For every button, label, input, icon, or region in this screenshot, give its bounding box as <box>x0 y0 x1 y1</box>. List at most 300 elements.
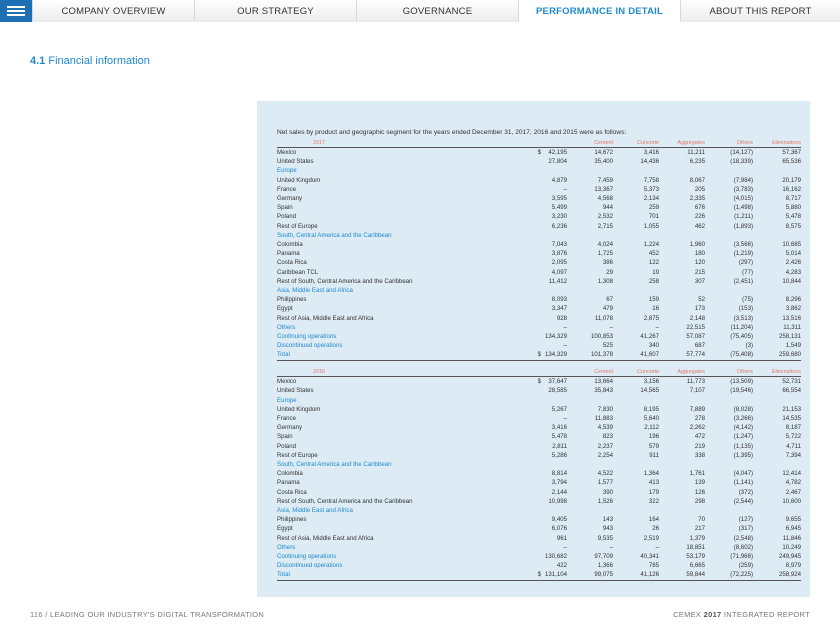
value-cell: 8,187 <box>785 424 801 432</box>
value-cell: (77) <box>742 268 753 276</box>
currency-symbol <box>523 332 543 341</box>
empty-cell <box>567 396 613 405</box>
value-cell: 3,595 <box>551 195 567 203</box>
row-label: United States <box>277 158 314 166</box>
value-cell: 278 <box>694 414 705 422</box>
empty-cell <box>659 460 705 469</box>
row-label: Rest of South, Central America and the Caribbean <box>277 497 413 505</box>
total-row <box>277 350 801 360</box>
value-cell: 2,467 <box>785 488 801 496</box>
year-label: 2017 <box>277 139 543 148</box>
table-row <box>277 543 801 552</box>
table-header-row <box>277 368 801 377</box>
value-cell: 8,717 <box>785 195 801 203</box>
row-label: Philippines <box>277 516 307 524</box>
value-cell: 40,341 <box>640 553 659 561</box>
value-cell: 823 <box>602 433 613 441</box>
empty-cell <box>543 166 567 175</box>
value-cell: 59,844 <box>659 570 705 580</box>
table-row <box>277 386 801 395</box>
currency-symbol <box>523 240 543 249</box>
value-cell: 1,364 <box>643 470 659 478</box>
empty-cell <box>753 460 801 469</box>
empty-cell <box>705 166 753 175</box>
spacer-cell <box>277 360 801 368</box>
value-cell: 179 <box>648 488 659 496</box>
empty-cell <box>705 460 753 469</box>
value-cell: 37,647 <box>548 378 567 386</box>
table-row <box>277 295 801 304</box>
footer-separator: / <box>45 610 48 619</box>
value-cell: 2,095 <box>551 259 567 267</box>
value-cell: 2,134 <box>643 195 659 203</box>
currency-symbol <box>523 478 543 487</box>
column-header: Cement <box>567 368 613 377</box>
value-cell: 131,104 <box>544 571 567 579</box>
value-cell: (297) <box>738 259 753 267</box>
value-cell: 7,830 <box>597 405 613 413</box>
column-header: Aggregates <box>659 368 705 377</box>
value-cell: 1,379 <box>689 534 705 542</box>
row-label: Germany <box>277 195 303 203</box>
value-cell: 5,499 <box>551 204 567 212</box>
currency-symbol <box>523 212 543 221</box>
value-cell: 41,267 <box>640 333 659 341</box>
value-cell: 8,067 <box>689 176 705 184</box>
value-cell: 911 <box>649 451 659 459</box>
value-cell: 6,665 <box>689 562 705 570</box>
value-cell: 16,162 <box>782 185 801 193</box>
value-cell: 196 <box>648 433 659 441</box>
table-row <box>277 277 801 286</box>
currency-symbol <box>523 515 543 524</box>
currency-symbol: $ <box>523 570 543 580</box>
value-cell: (1,141) <box>733 479 753 487</box>
table-row <box>277 478 801 487</box>
value-cell: 3,156 <box>643 378 659 386</box>
value-cell: (1,395) <box>733 451 753 459</box>
value-cell: 479 <box>602 305 613 313</box>
value-cell: 5,014 <box>785 250 801 258</box>
currency-symbol <box>523 423 543 432</box>
currency-symbol <box>523 442 543 451</box>
empty-cell <box>705 286 753 295</box>
value-cell: 4,879 <box>551 176 567 184</box>
currency-symbol <box>523 185 543 194</box>
table-row <box>277 222 801 231</box>
table-row <box>277 240 801 249</box>
value-cell: 462 <box>694 222 705 230</box>
value-cell: 1,577 <box>597 479 613 487</box>
row-label: United States <box>277 387 314 395</box>
empty-cell <box>523 166 543 175</box>
value-cell: 134,329 <box>544 351 567 359</box>
value-cell: 173 <box>694 305 705 313</box>
row-label: Others <box>277 543 296 551</box>
value-cell: 3,347 <box>551 305 567 313</box>
table-row <box>277 442 801 451</box>
region-heading-row <box>277 166 801 175</box>
year-label: 2016 <box>277 368 543 377</box>
section-title-text: Financial information <box>48 55 150 67</box>
row-label: United Kingdom <box>277 176 321 184</box>
value-cell: 11,211 <box>687 149 705 156</box>
table-row <box>277 185 801 194</box>
currency-symbol <box>523 203 543 212</box>
value-cell: 676 <box>694 204 705 212</box>
row-label: Poland <box>277 213 296 221</box>
value-cell: 52 <box>698 296 705 304</box>
value-cell: 386 <box>602 259 613 267</box>
currency-symbol <box>523 258 543 267</box>
value-cell: 99,075 <box>567 570 613 580</box>
value-cell: – <box>563 323 567 331</box>
value-cell: 6,945 <box>785 525 801 533</box>
empty-cell <box>705 231 753 240</box>
value-cell: 11,846 <box>782 534 801 542</box>
value-cell: (75) <box>742 296 753 304</box>
value-cell: (4,047) <box>733 470 753 478</box>
empty-cell <box>613 396 659 405</box>
value-cell: 2,237 <box>597 442 613 450</box>
value-cell: (259) <box>738 562 753 570</box>
value-cell: 10,998 <box>548 497 567 505</box>
value-cell: 5,373 <box>643 185 659 193</box>
empty-cell <box>543 396 567 405</box>
row-label: Total <box>277 570 523 580</box>
value-cell: 5,286 <box>551 451 567 459</box>
value-cell: 14,535 <box>782 414 801 422</box>
value-cell: 4,782 <box>785 479 801 487</box>
empty-cell <box>567 286 613 295</box>
header-gap <box>543 139 567 148</box>
value-cell: 41,607 <box>613 350 659 360</box>
value-cell: 298 <box>694 497 705 505</box>
empty-cell <box>567 231 613 240</box>
value-cell: 322 <box>648 497 659 505</box>
footer-right <box>673 610 810 619</box>
currency-symbol <box>523 268 543 277</box>
row-label: Egypt <box>277 525 293 533</box>
value-cell: 35,400 <box>594 158 613 166</box>
value-cell: 97,709 <box>594 553 613 561</box>
value-cell: 3,876 <box>551 250 567 258</box>
value-cell: 10,685 <box>782 241 801 249</box>
value-cell: 9,535 <box>597 534 613 542</box>
value-cell: 4,711 <box>786 442 801 450</box>
empty-cell <box>659 166 705 175</box>
value-cell: (127) <box>738 516 753 524</box>
empty-cell <box>613 460 659 469</box>
table-row <box>277 469 801 478</box>
region-heading-row <box>277 286 801 295</box>
value-cell: 70 <box>698 516 705 524</box>
currency-symbol <box>523 543 543 552</box>
value-cell: (8,602) <box>733 543 753 551</box>
value-cell: 1,366 <box>597 562 613 570</box>
currency-symbol <box>523 534 543 543</box>
value-cell: 42,195 <box>548 149 567 156</box>
value-cell: 4,283 <box>785 268 801 276</box>
empty-cell <box>613 286 659 295</box>
column-header: Others <box>705 368 753 377</box>
empty-cell <box>613 231 659 240</box>
currency-symbol <box>523 314 543 323</box>
currency-symbol <box>523 469 543 478</box>
hamburger-menu-icon[interactable] <box>0 0 32 22</box>
row-label: Continuing operations <box>277 553 337 561</box>
currency-symbol <box>523 497 543 506</box>
tab-company-overview[interactable]: COMPANY OVERVIEW <box>32 0 194 22</box>
value-cell: 259,680 <box>753 350 801 360</box>
value-cell: 29 <box>606 268 613 276</box>
currency-symbol <box>523 176 543 185</box>
value-cell: 2,148 <box>689 314 705 322</box>
table-row <box>277 249 801 258</box>
value-cell: 139 <box>694 479 705 487</box>
row-label: Total <box>277 350 523 360</box>
row-label: Europe <box>277 167 297 175</box>
row-label: Philippines <box>277 296 307 304</box>
value-cell: 22,515 <box>686 323 705 331</box>
value-cell: (4,142) <box>733 424 753 432</box>
value-cell: (3,566) <box>733 241 753 249</box>
tab-performance-in-detail[interactable]: PERFORMANCE IN DETAIL <box>518 0 680 22</box>
value-cell: 1,960 <box>689 241 705 249</box>
row-label: France <box>277 414 296 422</box>
value-cell: – <box>563 543 567 551</box>
value-cell: 6,236 <box>551 222 567 230</box>
row-label: Panama <box>277 250 300 258</box>
table-intro: Net sales by product and geographic segment for the years ended December 31, 2017, 2016 and 2015 were as follows: <box>277 129 627 136</box>
value-cell: 4,568 <box>597 195 613 203</box>
value-cell: 11,078 <box>594 314 613 322</box>
total-row <box>277 570 801 580</box>
table-row <box>277 314 801 323</box>
row-label: South, Central America and the Caribbean <box>277 231 392 239</box>
currency-symbol <box>523 386 543 395</box>
table-row <box>277 423 801 432</box>
value-cell: (2,548) <box>733 534 753 542</box>
value-cell: 928 <box>556 314 567 322</box>
value-cell: 28,585 <box>548 387 567 395</box>
value-cell: 3,230 <box>551 213 567 221</box>
column-header: Eliminations <box>753 139 801 148</box>
row-label: Mexico <box>277 149 297 156</box>
currency-symbol <box>523 323 543 332</box>
currency-symbol <box>523 432 543 441</box>
value-cell: 11,773 <box>686 378 705 386</box>
value-cell: 18,851 <box>686 543 705 551</box>
value-cell: (14,127) <box>730 149 753 156</box>
value-cell: 21,153 <box>782 405 801 413</box>
net-sales-table <box>277 139 801 581</box>
value-cell: 258 <box>648 277 659 285</box>
value-cell: 65,536 <box>782 158 801 166</box>
empty-cell <box>543 286 567 295</box>
value-cell: 8,814 <box>551 470 567 478</box>
value-cell: (317) <box>738 525 753 533</box>
section-number: 4.1 <box>30 55 46 67</box>
value-cell: (153) <box>738 305 753 313</box>
value-cell: 1,224 <box>643 241 659 249</box>
value-cell: 16 <box>652 305 659 313</box>
value-cell: 130,682 <box>544 553 567 561</box>
value-cell: 8,195 <box>643 405 659 413</box>
value-cell: 9,405 <box>551 516 567 524</box>
value-cell: 687 <box>694 342 705 350</box>
currency-symbol <box>523 524 543 533</box>
footer-left-text: LEADING OUR INDUSTRY'S DIGITAL TRANSFORMATION <box>50 610 265 619</box>
value-cell: 1,055 <box>643 222 659 230</box>
currency-symbol <box>523 222 543 231</box>
value-cell: 3,416 <box>551 424 567 432</box>
value-cell: 2,875 <box>643 314 659 322</box>
value-cell: 215 <box>694 268 705 276</box>
row-label: Discontinued operations <box>277 562 343 570</box>
tab-our-strategy[interactable]: OUR STRATEGY <box>194 0 356 22</box>
value-cell: (19,546) <box>730 387 753 395</box>
row-label: Egypt <box>277 305 293 313</box>
row-label: Mexico <box>277 378 297 386</box>
menu-line <box>7 10 25 12</box>
value-cell: 159 <box>648 296 659 304</box>
empty-cell <box>523 231 543 240</box>
column-header: Concrete <box>613 139 659 148</box>
table-row <box>277 414 801 423</box>
value-cell: 11,311 <box>783 323 801 331</box>
currency-symbol: $ <box>537 378 541 386</box>
value-cell: (8,028) <box>733 405 753 413</box>
value-cell: 1,549 <box>785 342 801 350</box>
table-row <box>277 451 801 460</box>
row-label: Rest of South, Central America and the Caribbean <box>277 277 413 285</box>
tab-governance[interactable]: GOVERNANCE <box>356 0 518 22</box>
value-cell: 66,554 <box>782 387 801 395</box>
value-cell: 2,811 <box>552 442 567 450</box>
value-cell: 3,794 <box>551 479 567 487</box>
region-heading-row <box>277 396 801 405</box>
value-cell: 5,478 <box>551 433 567 441</box>
empty-cell <box>753 166 801 175</box>
tab-about-this-report[interactable]: ABOUT THIS REPORT <box>680 0 840 22</box>
value-cell: (2,544) <box>733 497 753 505</box>
value-cell: 52,731 <box>782 378 801 386</box>
value-cell: (1,893) <box>733 222 753 230</box>
menu-line <box>7 14 25 16</box>
currency-symbol <box>523 194 543 203</box>
currency-symbol <box>523 277 543 286</box>
value-cell: 8,575 <box>785 222 801 230</box>
column-header: Aggregates <box>659 139 705 148</box>
value-cell: 6,235 <box>689 158 705 166</box>
region-heading-row <box>277 231 801 240</box>
value-cell: 338 <box>694 451 705 459</box>
value-cell: 7,459 <box>597 176 613 184</box>
value-cell: 8,296 <box>785 296 801 304</box>
value-cell: 26 <box>652 525 659 533</box>
value-cell: 11,883 <box>594 414 613 422</box>
value-cell: 13,664 <box>594 378 613 386</box>
value-cell: 27,804 <box>548 158 567 166</box>
value-cell: 5,478 <box>785 213 801 221</box>
value-cell: 1,526 <box>597 497 613 505</box>
value-cell: 1,761 <box>689 470 705 478</box>
top-navigation <box>0 0 840 22</box>
value-cell: 13,516 <box>782 314 801 322</box>
row-label: Germany <box>277 424 303 432</box>
value-cell: 57,367 <box>782 149 801 156</box>
value-cell: – <box>563 342 567 350</box>
table-row <box>277 258 801 267</box>
table-row <box>277 203 801 212</box>
header-gap <box>543 368 567 377</box>
value-cell: (72,225) <box>705 570 753 580</box>
empty-cell <box>543 231 567 240</box>
row-label: Rest of Europe <box>277 451 318 459</box>
value-cell: 1,308 <box>597 277 613 285</box>
value-cell: 701 <box>648 213 659 221</box>
value-cell: 67 <box>606 296 613 304</box>
value-cell: 4,024 <box>597 241 613 249</box>
value-cell: 101,378 <box>567 350 613 360</box>
empty-cell <box>659 231 705 240</box>
row-label: Rest of Europe <box>277 222 318 230</box>
value-cell: 8,093 <box>551 296 567 304</box>
currency-symbol <box>523 249 543 258</box>
value-cell: (1,211) <box>734 213 753 221</box>
value-cell: 785 <box>648 562 659 570</box>
page-number: 116 <box>30 610 43 619</box>
value-cell: 10,249 <box>782 543 801 551</box>
value-cell: 3,416 <box>643 149 659 156</box>
value-cell: (1,135) <box>733 442 753 450</box>
value-cell: 944 <box>602 204 613 212</box>
value-cell: 5,267 <box>551 405 567 413</box>
value-cell: 258,924 <box>753 570 801 580</box>
value-cell: 11,412 <box>548 277 567 285</box>
value-cell: – <box>655 323 659 331</box>
value-cell: 422 <box>556 562 567 570</box>
value-cell: 7,043 <box>551 241 567 249</box>
value-cell: 20,179 <box>782 176 801 184</box>
value-cell: 4,539 <box>597 424 613 432</box>
column-header: Eliminations <box>753 368 801 377</box>
empty-cell <box>523 460 543 469</box>
empty-cell <box>567 506 613 515</box>
currency-symbol: $ <box>537 149 541 156</box>
value-cell: (1,219) <box>733 250 753 258</box>
value-cell: 961 <box>556 534 567 542</box>
value-cell: 390 <box>602 488 613 496</box>
empty-cell <box>705 506 753 515</box>
value-cell: (75,405) <box>730 333 753 341</box>
value-cell: 2,112 <box>644 424 659 432</box>
value-cell: 57,087 <box>686 333 705 341</box>
value-cell: 143 <box>602 516 613 524</box>
table-row <box>277 323 801 332</box>
row-label: Discontinued operations <box>277 342 343 350</box>
value-cell: (11,204) <box>730 323 753 331</box>
table-row <box>277 552 801 561</box>
value-cell: (2,451) <box>733 277 753 285</box>
table-row <box>277 176 801 185</box>
footer-left <box>30 610 264 619</box>
value-cell: 525 <box>602 342 613 350</box>
row-label: Colombia <box>277 241 303 249</box>
value-cell: 10,844 <box>782 277 801 285</box>
value-cell: (1,498) <box>733 204 753 212</box>
